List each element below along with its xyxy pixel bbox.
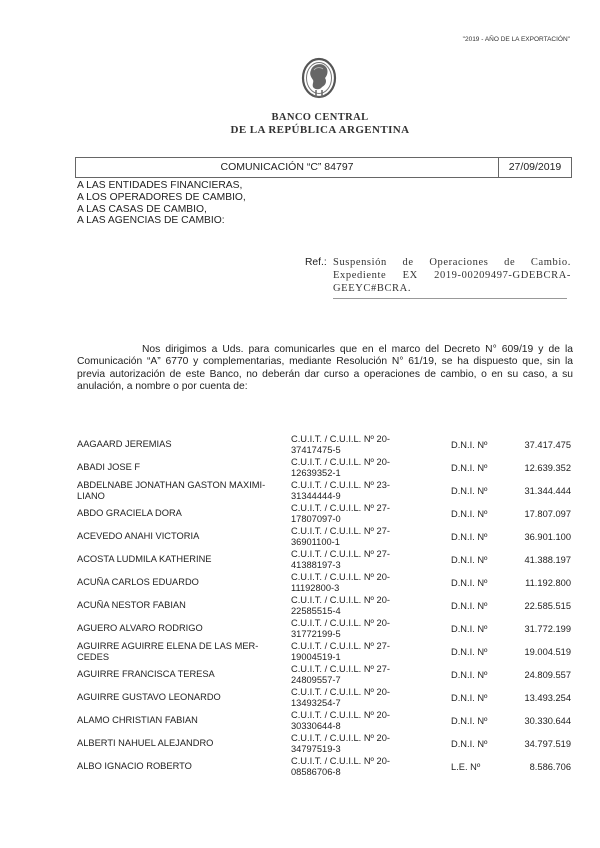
person-doc-number: 12.639.352 [524, 462, 571, 473]
people-list [77, 433, 573, 778]
person-doc-type: D.N.I. Nº [451, 554, 488, 565]
person-row [77, 525, 573, 548]
person-row [77, 456, 573, 479]
person-name: AGUERO ALVARO RODRIGO [77, 623, 203, 634]
body-text: Nos dirigimos a Uds. para comunicarles que en el marco del Decreto N° 609/19 y de la Comunicación “A” 6770 y complementarias, mediante Resolución N° 61/19, se ha dispuesto que, sin la previa autorización de este Banco, no deberán dar curso a operaciones de cambio, o en su caso, a su anulación, a nombre o por cuenta de: [77, 344, 573, 393]
bank-name-line2: DE LA REPÚBLICA ARGENTINA [230, 124, 410, 136]
person-doc-type: D.N.I. Nº [451, 669, 488, 680]
person-cuit: C.U.I.T. / C.U.I.L. Nº 20-11192800-3 [291, 572, 390, 593]
person-doc-number: 34.797.519 [524, 738, 571, 749]
person-cuit: C.U.I.T. / C.U.I.L. Nº 27-36901100-1 [291, 526, 390, 547]
person-name: ACUÑA CARLOS EDUARDO [77, 577, 199, 588]
person-name: ACOSTA LUDMILA KATHERINE [77, 554, 212, 565]
person-name: ALAMO CHRISTIAN FABIAN [77, 715, 198, 726]
person-doc-type: D.N.I. Nº [451, 439, 488, 450]
person-cuit: C.U.I.T. / C.U.I.L. Nº 27-19004519-1 [291, 641, 390, 662]
person-doc-type: D.N.I. Nº [451, 485, 488, 496]
communication-title: COMUNICACIÓN “C” 84797 [76, 158, 499, 177]
body-paragraph [77, 344, 573, 394]
person-name: AAGAARD JEREMIAS [77, 439, 172, 450]
person-name: ABADI JOSE F [77, 462, 141, 473]
person-row [77, 640, 573, 663]
person-doc-number: 24.809.557 [524, 669, 571, 680]
reference-underline [333, 298, 567, 299]
person-doc-number: 19.004.519 [524, 646, 571, 657]
reference-label: Ref.: [305, 257, 327, 268]
person-doc-number: 31.772.199 [524, 623, 571, 634]
person-row [77, 502, 573, 525]
person-row [77, 709, 573, 732]
person-cuit: C.U.I.T. / C.U.I.L. Nº 27-24809557-7 [291, 664, 390, 685]
person-doc-type: D.N.I. Nº [451, 646, 488, 657]
person-row [77, 571, 573, 594]
person-doc-number: 8.586.706 [529, 761, 571, 772]
person-doc-number: 31.344.444 [524, 485, 571, 496]
person-cuit: C.U.I.T. / C.U.I.L. Nº 20-31772199-5 [291, 618, 390, 639]
person-cuit: C.U.I.T. / C.U.I.L. Nº 20-22585515-4 [291, 595, 390, 616]
communication-date: 27/09/2019 [508, 161, 562, 173]
person-name: AGUIRRE GUSTAVO LEONARDO [77, 692, 221, 703]
person-doc-type: L.E. Nº [451, 761, 481, 772]
person-cuit: C.U.I.T. / C.U.I.L. Nº 20-30330644-8 [291, 710, 390, 731]
person-row [77, 548, 573, 571]
recipient-line: A LAS AGENCIAS DE CAMBIO: [77, 215, 225, 227]
person-name: AGUIRRE FRANCISCA TERESA [77, 669, 215, 680]
person-name: ALBERTI NAHUEL ALEJANDRO [77, 738, 214, 749]
recipient-line: A LAS ENTIDADES FINANCIERAS, [77, 180, 243, 191]
person-doc-number: 13.493.254 [524, 692, 571, 703]
person-doc-type: D.N.I. Nº [451, 462, 488, 473]
person-doc-number: 41.388.197 [524, 554, 571, 565]
person-cuit: C.U.I.T. / C.U.I.L. Nº 20-08586706-8 [291, 756, 390, 777]
person-doc-type: D.N.I. Nº [451, 577, 488, 588]
person-cuit: C.U.I.T. / C.U.I.L. Nº 23-31344444-9 [291, 480, 390, 501]
person-cuit: C.U.I.T. / C.U.I.L. Nº 20-37417475-5 [291, 434, 390, 455]
person-row [77, 433, 573, 456]
reference-text: Suspensión de Operaciones de Cambio. Expediente EX 2019-00209497-GDEBCRA-GEEYC#BCRA. [333, 257, 571, 294]
person-doc-type: D.N.I. Nº [451, 692, 488, 703]
person-name: ACUÑA NESTOR FABIAN [77, 600, 186, 611]
communication-header [75, 157, 572, 178]
bank-name [200, 111, 440, 137]
person-row [77, 686, 573, 709]
recipients-block [77, 180, 246, 227]
person-doc-type: D.N.I. Nº [451, 600, 488, 611]
person-cuit: C.U.I.T. / C.U.I.L. Nº 27-17807097-0 [291, 503, 390, 524]
person-name: ALBO IGNACIO ROBERTO [77, 761, 192, 772]
person-cuit: C.U.I.T. / C.U.I.L. Nº 20-13493254-7 [291, 687, 390, 708]
person-doc-number: 17.807.097 [524, 508, 571, 519]
person-row [77, 479, 573, 502]
person-name: ABDO GRACIELA DORA [77, 508, 182, 519]
person-doc-type: D.N.I. Nº [451, 715, 488, 726]
recipient-line: A LAS CASAS DE CAMBIO, [77, 203, 207, 215]
person-doc-number: 22.585.515 [524, 600, 571, 611]
person-cuit: C.U.I.T. / C.U.I.L. Nº 20-12639352-1 [291, 457, 390, 478]
person-doc-number: 11.192.800 [525, 577, 571, 588]
person-name: ACEVEDO ANAHI VICTORIA [77, 531, 200, 542]
person-doc-type: D.N.I. Nº [451, 508, 488, 519]
year-motto: "2019 - AÑO DE LA EXPORTACIÓN" [462, 36, 570, 43]
person-doc-number: 30.330.644 [524, 715, 571, 726]
person-row [77, 755, 573, 778]
bcra-seal-icon [300, 56, 338, 102]
person-row [77, 732, 573, 755]
person-row [77, 617, 573, 640]
person-doc-type: D.N.I. Nº [451, 738, 488, 749]
person-row [77, 594, 573, 617]
person-doc-number: 36.901.100 [524, 531, 571, 542]
person-doc-type: D.N.I. Nº [451, 623, 488, 634]
person-cuit: C.U.I.T. / C.U.I.L. Nº 27-41388197-3 [291, 549, 390, 570]
person-name: AGUIRRE AGUIRRE ELENA DE LAS MER-CEDES [77, 641, 259, 662]
bank-name-line1: BANCO CENTRAL [271, 112, 369, 123]
person-cuit: C.U.I.T. / C.U.I.L. Nº 20-34797519-3 [291, 733, 390, 754]
person-doc-number: 37.417.475 [524, 439, 571, 450]
person-doc-type: D.N.I. Nº [451, 531, 488, 542]
person-name: ABDELNABE JONATHAN GASTON MAXIMI-LIANO [77, 480, 266, 501]
recipient-line: A LOS OPERADORES DE CAMBIO, [77, 191, 246, 203]
person-row [77, 663, 573, 686]
